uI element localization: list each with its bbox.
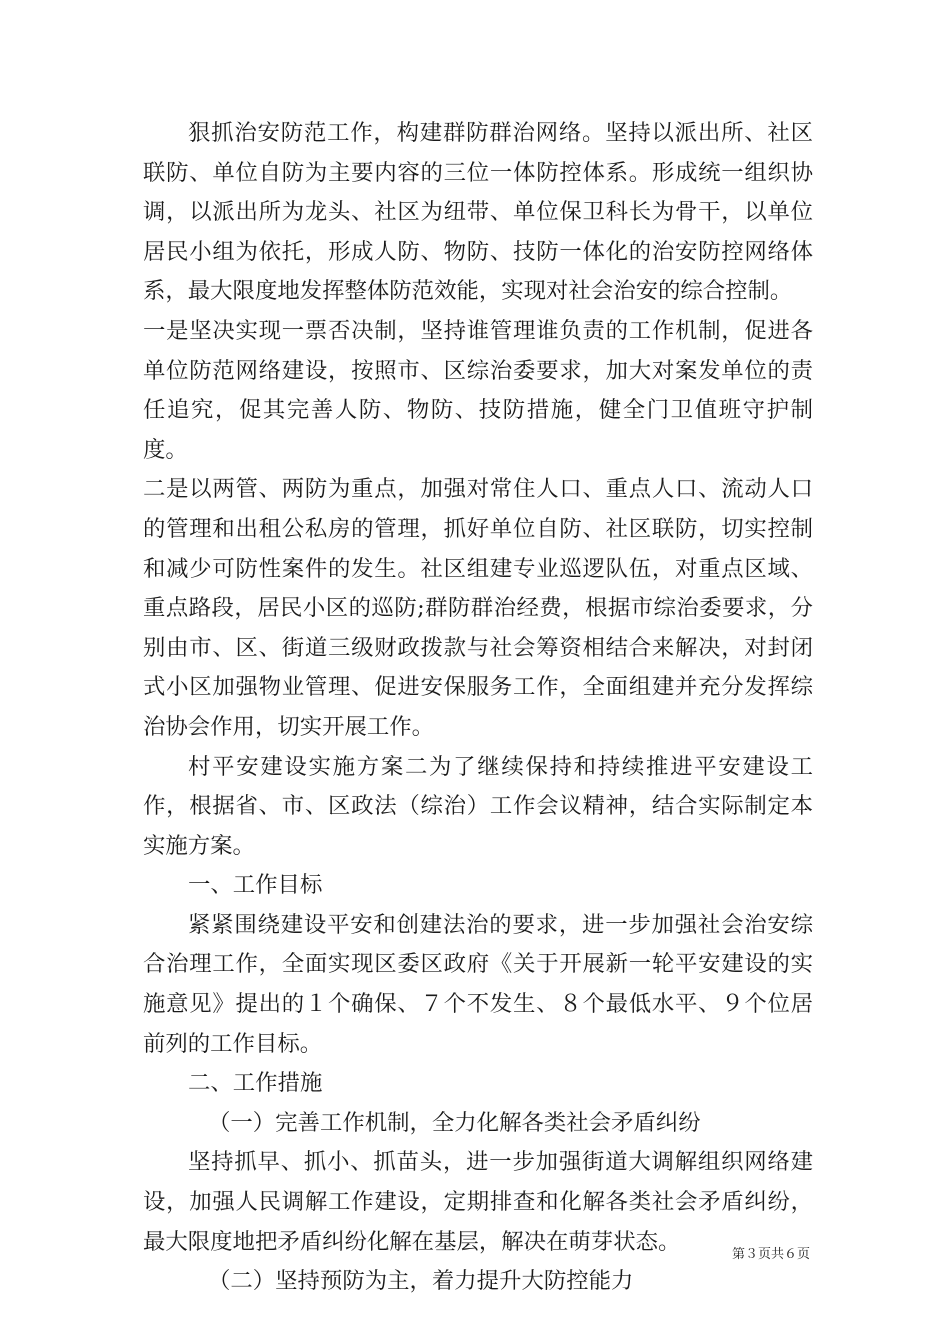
paragraph-one-vote-veto: 一是坚决实现一票否决制，坚持谁管理谁负责的工作机制，促进各单位防范网络建设，按照市、区综治委要求，加大对案发单位的责任追究，促其完善人防、物防、技防措施，健全门卫值班守护制度。 [143,317,813,463]
paragraph-mediation: 坚持抓早、抓小、抓苗头，进一步加强街道大调解组织网络建设，加强人民调解工作建设，定期排查和化解各类社会矛盾纠纷，最大限度地把矛盾纠纷化解在基层，解决在萌芽状态。 [143,1149,813,1255]
subheading-prevention: （二）坚持预防为主，着力提升大防控能力 [208,1268,634,1295]
paragraph-work-goals: 紧紧围绕建设平安和创建法治的要求，进一步加强社会治安综合治理工作，全面实现区委区政府《关于开展新一轮平安建设的实施意见》提出的１个确保、７个不发生、８个最低水平、９个位居前列的工作目标。 [143,911,813,1057]
subheading-mechanism: （一）完善工作机制，全力化解各类社会矛盾纠纷 [208,1109,701,1136]
heading-work-measures: 二、工作措施 [188,1070,323,1097]
paragraph-plan-two-intro: 村平安建设实施方案二为了继续保持和持续推进平安建设工作，根据省、市、区政法（综治）工作会议精神，结合实际制定本实施方案。 [143,753,813,859]
document-body [143,114,813,1302]
heading-work-goals: 一、工作目标 [188,872,323,899]
paragraph-two-management: 二是以两管、两防为重点，加强对常住人口、重点人口、流动人口的管理和出租公私房的管理，抓好单位自防、社区联防，切实控制和减少可防性案件的发生。社区组建专业巡逻队伍，对重点区域、重点路段，居民小区的巡防;群防群治经费，根据市综治委要求，分别由市、区、街道三级财政拨款与社会筹资相结合来解决，对封闭式小区加强物业管理、促进安保服务工作，全面组建并充分发挥综治协会作用，切实开展工作。 [143,476,813,740]
page-number: 第３页共６页 [731,1247,810,1262]
paragraph-public-security-prevention: 狠抓治安防范工作，构建群防群治网络。坚持以派出所、社区联防、单位自防为主要内容的三位一体防控体系。形成统一组织协调，以派出所为龙头、社区为纽带、单位保卫科长为骨干，以单位居民小组为依托，形成人防、物防、技防一体化的治安防控网络体系，最大限度地发挥整体防范效能，实现对社会治安的综合控制。 [143,120,813,305]
